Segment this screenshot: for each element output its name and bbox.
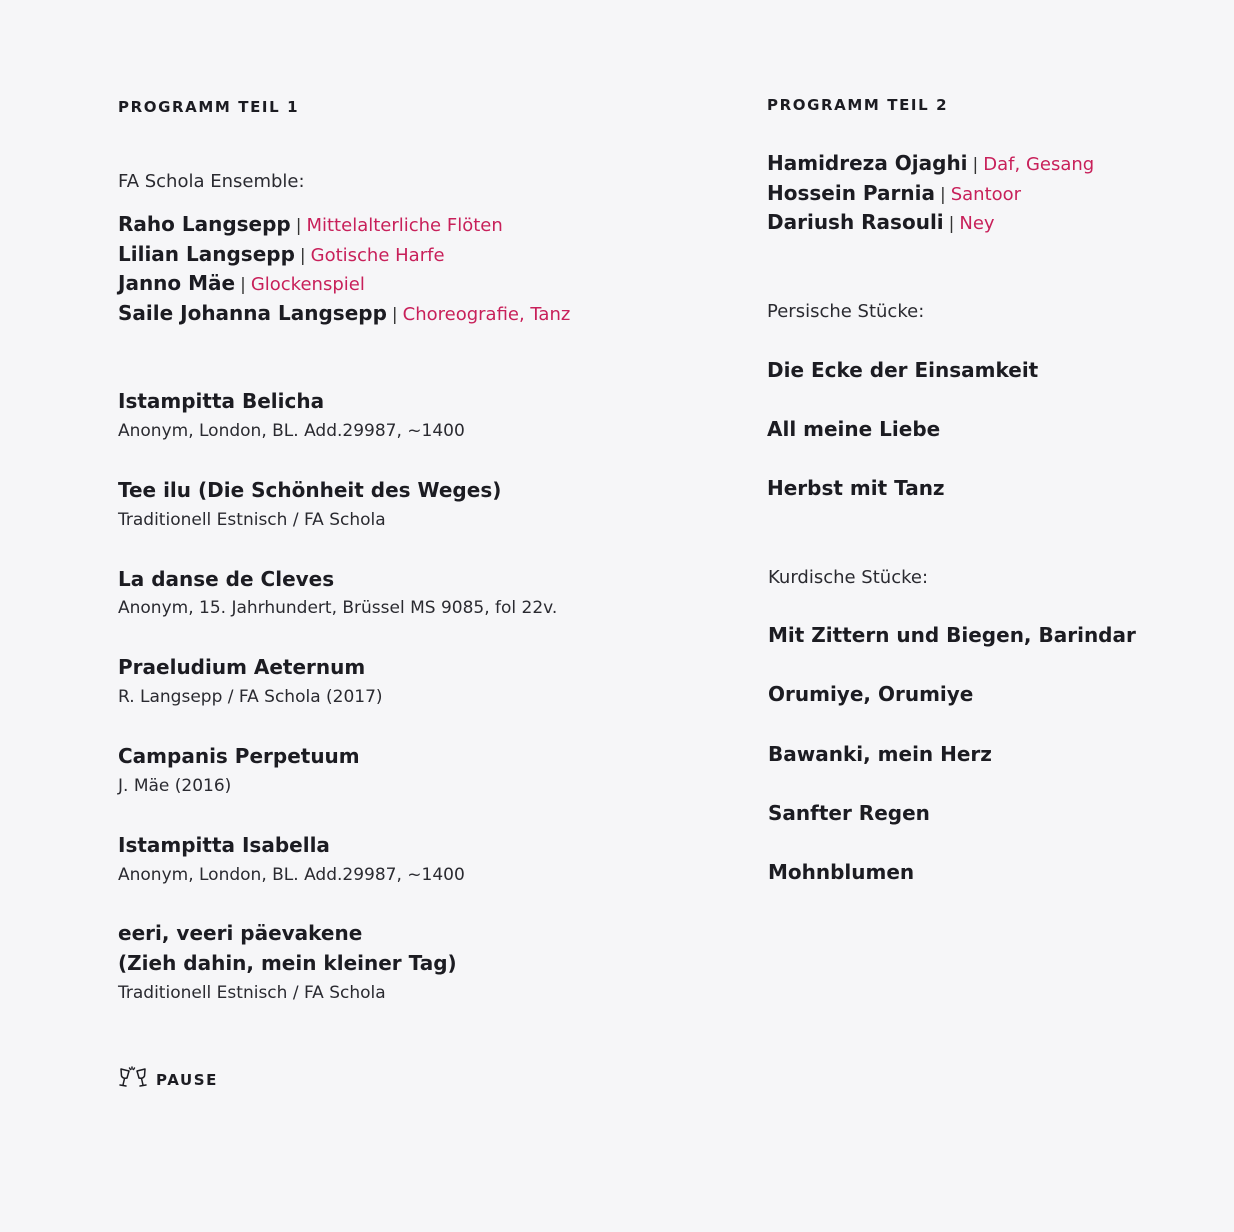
performer-role: Santoor bbox=[950, 184, 1022, 205]
performer-name: Janno Mäe bbox=[118, 271, 236, 295]
separator: | bbox=[948, 214, 955, 234]
persian-piece: Herbst mit Tanz bbox=[767, 476, 945, 500]
performer-hamidreza-ojaghi bbox=[767, 151, 1094, 175]
piece-source: Anonym, 15. Jahrhundert, Brüssel MS 9085, fol 22v. bbox=[118, 598, 558, 618]
piece-title: Campanis Perpetuum bbox=[118, 744, 360, 768]
piece-source: J. Mäe (2016) bbox=[118, 776, 232, 796]
separator: | bbox=[240, 275, 246, 295]
piece-title: Praeludium Aeternum bbox=[118, 655, 366, 679]
performer-name: Hossein Parnia bbox=[767, 181, 935, 205]
performer-role: Mittelalterliche Flöten bbox=[306, 215, 503, 236]
performer-name: Dariush Rasouli bbox=[767, 210, 944, 234]
piece-title: eeri, veeri päevakene bbox=[118, 921, 363, 945]
pause-marker bbox=[118, 1066, 218, 1094]
performer-name: Saile Johanna Langsepp bbox=[118, 301, 387, 325]
kurdish-piece: Sanfter Regen bbox=[768, 801, 930, 825]
piece-title: La danse de Cleves bbox=[118, 567, 335, 591]
performer-role: Daf, Gesang bbox=[983, 154, 1095, 175]
piece-source: Anonym, London, BL. Add.29987, ~1400 bbox=[118, 421, 465, 441]
part-1-heading: PROGRAMM TEIL 1 bbox=[118, 98, 300, 116]
separator: | bbox=[295, 216, 302, 236]
performer-role: Gotische Harfe bbox=[310, 245, 445, 266]
piece-source: Traditionell Estnisch / FA Schola bbox=[118, 510, 386, 530]
performer-role: Glockenspiel bbox=[250, 274, 365, 295]
performer-dariush-rasouli bbox=[767, 210, 995, 234]
separator: | bbox=[972, 155, 979, 175]
pause-label: PAUSE bbox=[156, 1071, 218, 1089]
persian-pieces-label: Persische Stücke: bbox=[767, 301, 925, 322]
performer-role: Choreografie, Tanz bbox=[402, 304, 571, 325]
piece-source: Anonym, London, BL. Add.29987, ~1400 bbox=[118, 865, 465, 885]
performer-saile-johanna-langsepp bbox=[118, 301, 570, 325]
performer-hossein-parnia bbox=[767, 181, 1021, 205]
piece-title: Istampitta Isabella bbox=[118, 833, 330, 857]
part-2-heading: PROGRAMM TEIL 2 bbox=[767, 96, 949, 114]
performer-name: Raho Langsepp bbox=[118, 212, 291, 236]
separator: | bbox=[939, 185, 946, 205]
kurdish-piece: Mit Zittern und Biegen, Barindar bbox=[768, 623, 1136, 647]
kurdish-piece: Mohnblumen bbox=[768, 860, 915, 884]
ensemble-label: FA Schola Ensemble: bbox=[118, 171, 305, 192]
piece-source: Traditionell Estnisch / FA Schola bbox=[118, 983, 386, 1003]
champagne-glasses-icon bbox=[118, 1066, 148, 1094]
kurdish-piece: Orumiye, Orumiye bbox=[768, 682, 974, 706]
performer-raho-langsepp bbox=[118, 212, 503, 236]
persian-piece: All meine Liebe bbox=[767, 417, 941, 441]
kurdish-pieces-label: Kurdische Stücke: bbox=[768, 567, 929, 588]
persian-piece: Die Ecke der Einsamkeit bbox=[767, 358, 1039, 382]
performer-name: Hamidreza Ojaghi bbox=[767, 151, 968, 175]
performer-lilian-langsepp bbox=[118, 242, 445, 266]
performer-role: Ney bbox=[959, 213, 995, 234]
piece-title: Istampitta Belicha bbox=[118, 389, 325, 413]
separator: | bbox=[391, 305, 398, 325]
piece-source: R. Langsepp / FA Schola (2017) bbox=[118, 687, 383, 707]
piece-title-line-2: (Zieh dahin, mein kleiner Tag) bbox=[118, 951, 457, 975]
performer-name: Lilian Langsepp bbox=[118, 242, 295, 266]
kurdish-piece: Bawanki, mein Herz bbox=[768, 742, 992, 766]
performer-janno-mae bbox=[118, 271, 365, 295]
piece-title: Tee ilu (Die Schönheit des Weges) bbox=[118, 478, 502, 502]
separator: | bbox=[299, 246, 306, 266]
